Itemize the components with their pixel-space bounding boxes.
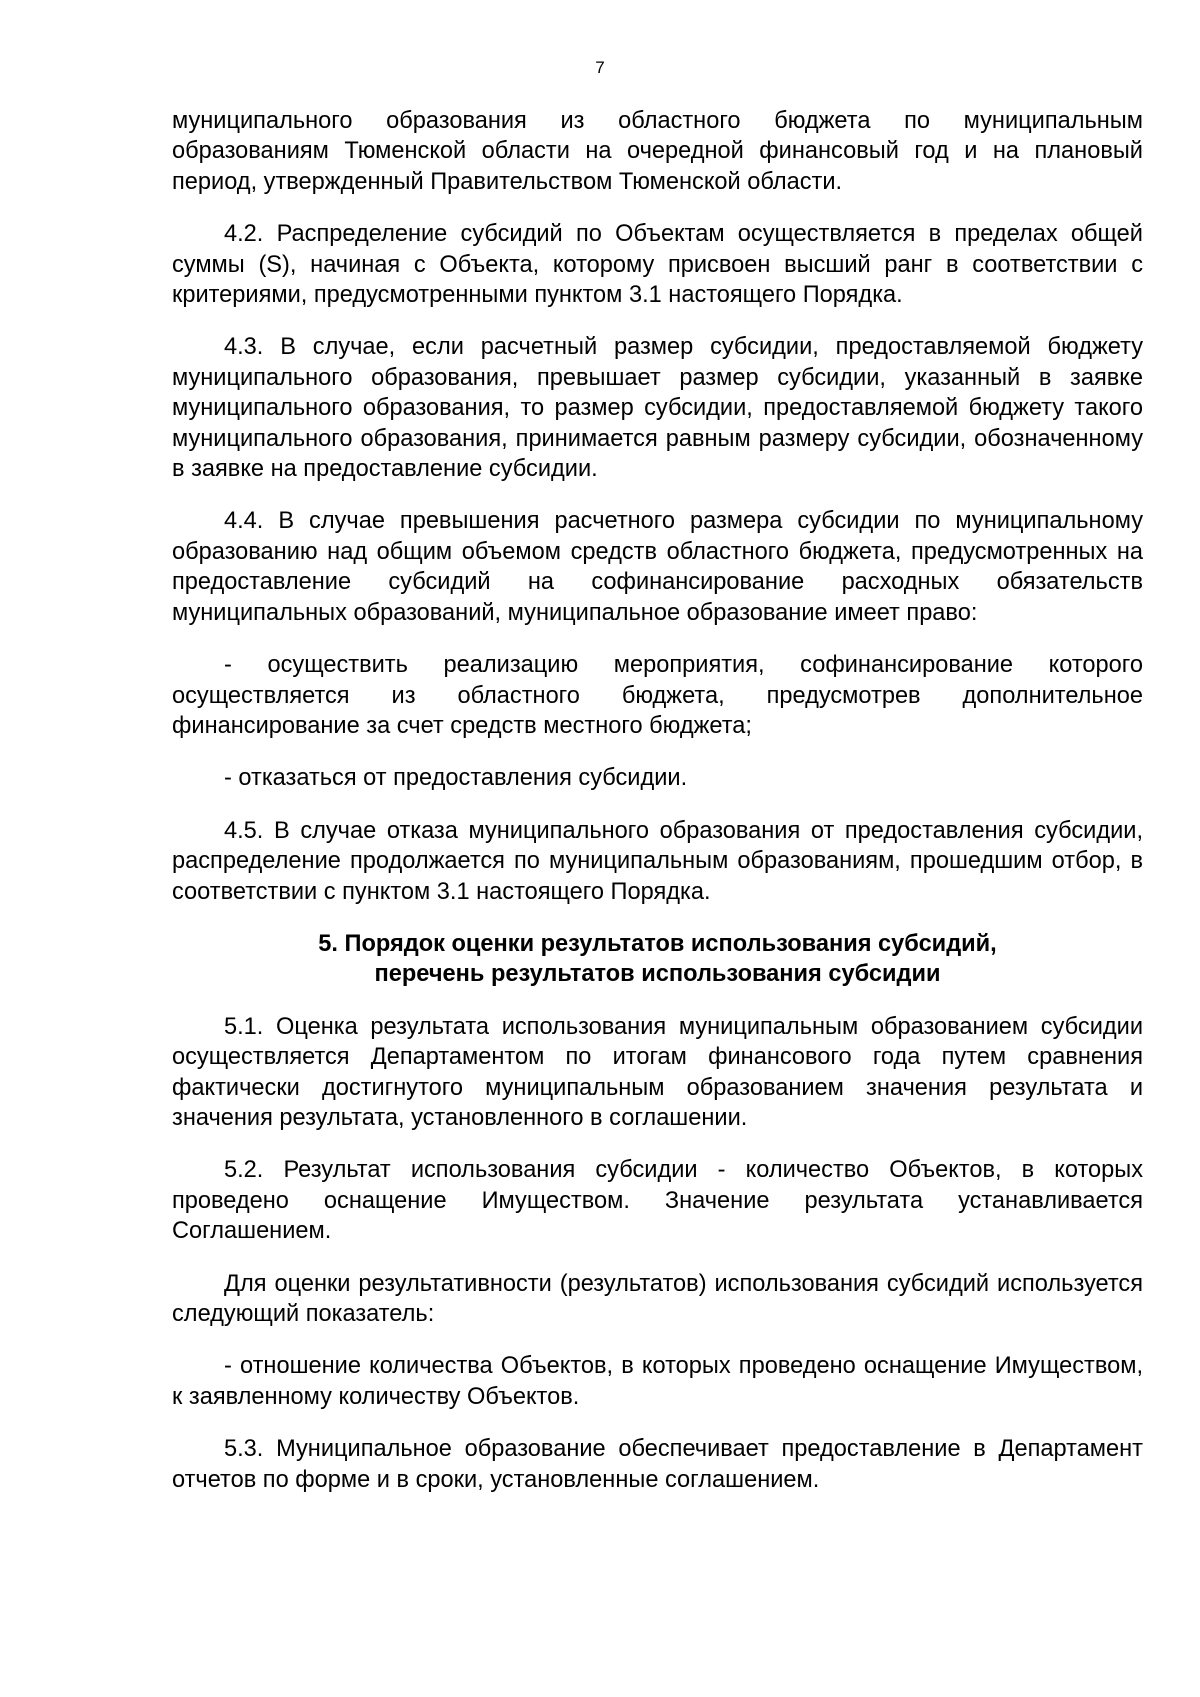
list-item-implement: - осуществить реализацию мероприятия, софинансирование которого осуществляется из областного бюджета, предусмотрев дополнительное финансирование за счет средств местного бюджета; (172, 652, 1143, 739)
document-body (172, 106, 1143, 1517)
paragraph-indicator-intro: Для оценки результативности (результатов) использования субсидий используется следующий показатель: (172, 1270, 1143, 1327)
paragraph-4-3: 4.3. В случае, если расчетный размер субсидии, предоставляемой бюджету муниципального образования, превышает размер субсидии, указанный в заявке муниципального образования, то размер субсидии, предоставляемой бюджету такого муниципального образования, принимается равным размеру субсидии, обозначенному в заявке на предоставление субсидии. (172, 334, 1143, 483)
paragraph-4-5: 4.5. В случае отказа муниципального образования от предоставления субсидии, распределение продолжается по муниципальным образованиям, прошедшим отбор, в соответствии с пунктом 3.1 настоящего Порядка. (172, 817, 1143, 905)
paragraph-4-4: 4.4. В случае превышения расчетного размера субсидии по муниципальному образованию над общим объемом средств областного бюджета, предусмотренных на предоставление субсидий на софинансирование расходных обязательств муниципальных образований, муниципальное образование имеет право: (172, 508, 1143, 626)
list-item-refuse: - отказаться от предоставления субсидии. (224, 765, 688, 792)
section-5-heading (172, 929, 1143, 990)
paragraph-continuation: муниципального образования из областного бюджета по муниципальным образованиям Тюменской области на очередной финансовый год и на плановый период, утвержденный Правительством Тюменской области. (172, 108, 1143, 195)
page-number: 7 (595, 58, 605, 77)
paragraph-5-3: 5.3. Муниципальное образование обеспечивает предоставление в Департамент отчетов по форме и в сроки, установленные соглашением. (172, 1436, 1143, 1493)
list-item-indicator: - отношение количества Объектов, в которых проведено оснащение Имуществом, к заявленному количеству Объектов. (172, 1353, 1143, 1410)
paragraph-4-2: 4.2. Распределение субсидий по Объектам осуществляется в пределах общей суммы (S), начиная с Объекта, которому присвоен высший ранг в соответствии с критериями, предусмотренными пунктом 3.1 настоящего Порядка. (172, 221, 1143, 309)
section-5-heading-line-2: перечень результатов использования субсидии (374, 961, 941, 988)
paragraph-5-2: 5.2. Результат использования субсидии - количество Объектов, в которых проведено оснащение Имуществом. Значение результата устанавливается Соглашением. (172, 1157, 1143, 1245)
paragraph-5-1: 5.1. Оценка результата использования муниципальным образованием субсидии осуществляется Департаментом по итогам финансового года путем сравнения фактически достигнутого муниципальным образованием значения результата и значения результата, установленного в соглашении. (172, 1013, 1143, 1131)
section-5-heading-line-1: 5. Порядок оценки результатов использования субсидий, (318, 930, 997, 957)
